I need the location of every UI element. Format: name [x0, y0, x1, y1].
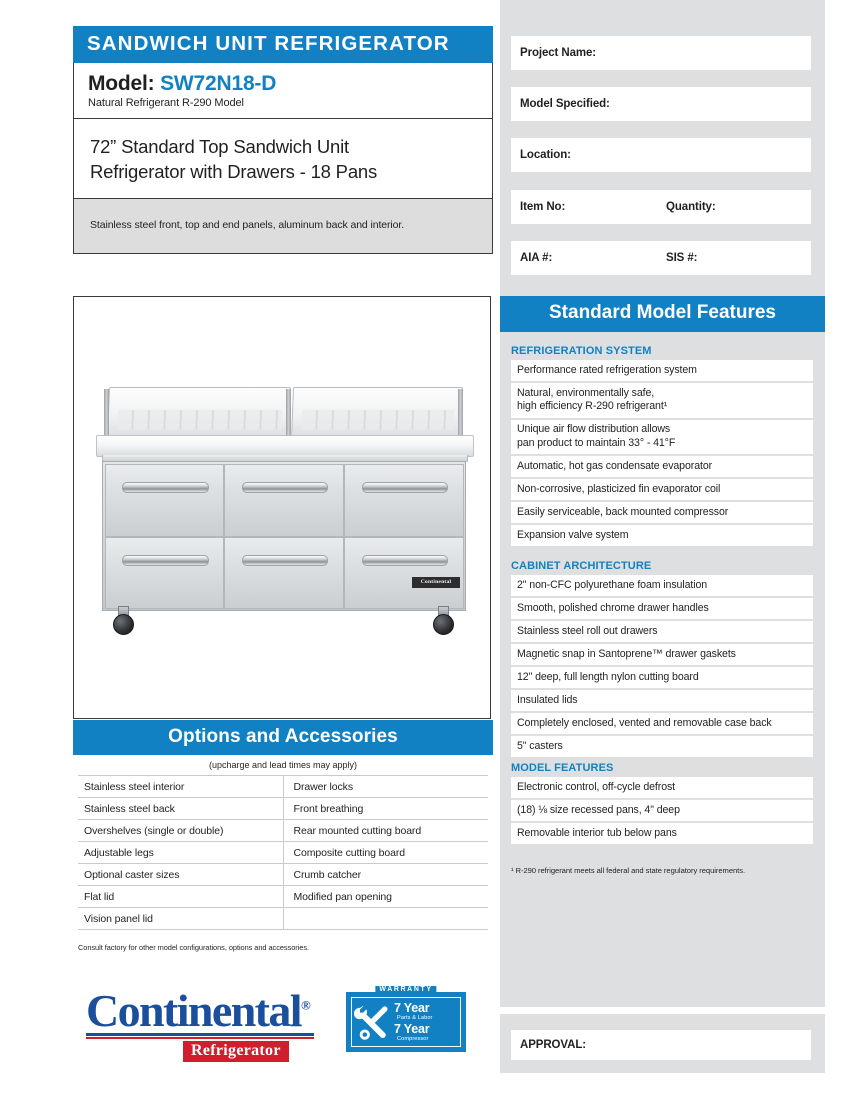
lid-hinge-center [286, 389, 291, 439]
caster-right [433, 614, 454, 635]
model-number: SW72N18-D [160, 71, 277, 95]
warranty-line1-sub: Parts & Labor [397, 1014, 433, 1021]
spec-field-label-secondary: Quantity: [666, 201, 716, 213]
options-section-title: Options and Accessories [73, 720, 493, 755]
description-line-2: Refrigerator with Drawers - 18 Pans [90, 160, 378, 182]
model-label: Model: [88, 71, 155, 95]
drawer-handle [122, 482, 208, 493]
option-item-right: Composite cutting board [283, 842, 488, 864]
product-image-frame [73, 296, 491, 719]
logo-subbrand: Refrigerator [183, 1041, 289, 1062]
drawer [344, 537, 464, 609]
warranty-title: WARRANTY [375, 986, 436, 993]
feature-group [511, 345, 813, 548]
construction-note: Stainless steel front, top and end panels, aluminum back and interior. [90, 219, 405, 232]
option-item-right: Crumb catcher [283, 864, 488, 886]
feature-item: Magnetic snap in Santoprene™ drawer gaskets [511, 644, 813, 665]
lid-pan-row-left [117, 410, 282, 430]
feature-item: Performance rated refrigeration system [511, 360, 813, 381]
option-item-left: Flat lid [78, 886, 283, 908]
approval-label: APPROVAL: [520, 1039, 586, 1051]
options-table [78, 775, 488, 930]
registered-trademark-icon: ® [300, 997, 311, 1013]
feature-item: Non-corrosive, plasticized fin evaporator coil [511, 479, 813, 500]
drawer [224, 537, 344, 609]
spec-field-label-secondary: SIS #: [666, 252, 698, 264]
drawer-handle [362, 555, 449, 566]
logo-text: Continental [86, 985, 301, 1036]
option-item-right: Modified pan opening [283, 886, 488, 908]
feature-item: (18) ⅛ size recessed pans, 4" deep [511, 800, 813, 821]
options-row [78, 820, 488, 842]
feature-item: Automatic, hot gas condensate evaporator [511, 456, 813, 477]
feature-item: Insulated lids [511, 690, 813, 711]
page-title: SANDWICH UNIT REFRIGERATOR [73, 26, 493, 63]
spec-field-4[interactable] [511, 190, 811, 224]
spec-field-2[interactable] [511, 87, 811, 121]
spec-field-label: Project Name: [520, 47, 597, 59]
consult-note: Consult factory for other model configurations, options and accessories. [78, 943, 309, 952]
lid-left [107, 387, 291, 441]
spec-field-label: AIA #: [520, 252, 553, 264]
features-section-title: Standard Model Features [500, 296, 825, 332]
options-note: (upcharge and lead times may apply) [208, 760, 358, 770]
spec-field-label: Model Specified: [520, 98, 610, 110]
lid-hinge-right [458, 389, 463, 439]
lid-right [291, 387, 463, 441]
model-subtitle: Natural Refrigerant R-290 Model [88, 97, 244, 110]
spec-field-label: Location: [520, 149, 571, 161]
drawer [344, 464, 464, 537]
continental-nameplate: Continental [412, 577, 460, 588]
spec-field-5[interactable] [511, 241, 811, 275]
drawer [105, 537, 224, 609]
feature-group-heading: MODEL FEATURES [511, 762, 614, 774]
option-item-right: Drawer locks [283, 776, 488, 798]
option-item-left: Stainless steel back [78, 798, 283, 820]
warranty-text [394, 1002, 433, 1044]
feature-item: Unique air flow distribution allows pan product to maintain 33° - 41°F [511, 420, 813, 455]
feature-item: Smooth, polished chrome drawer handles [511, 598, 813, 619]
option-item-right: Front breathing [283, 798, 488, 820]
logo-wordmark [86, 985, 314, 1036]
options-row [78, 908, 488, 930]
construction-note-box [73, 199, 493, 254]
drawer-handle [122, 555, 208, 566]
warranty-line1-years: 7 Year [394, 1001, 430, 1015]
option-item-right [283, 908, 488, 930]
feature-item: Expansion valve system [511, 525, 813, 546]
options-row [78, 798, 488, 820]
left-column [73, 26, 493, 254]
drawer-handle [242, 555, 329, 566]
spec-field-label: Item No: [520, 201, 566, 213]
caster-left [113, 614, 134, 635]
feature-item: Electronic control, off-cycle defrost [511, 777, 813, 798]
option-item-left: Vision panel lid [78, 908, 283, 930]
approval-field[interactable] [511, 1030, 811, 1060]
feature-item: Stainless steel roll out drawers [511, 621, 813, 642]
spec-field-3[interactable] [511, 138, 811, 172]
warranty-badge [346, 986, 466, 1052]
options-row [78, 842, 488, 864]
wrench-screwdriver-icon [353, 1005, 391, 1041]
spec-field-1[interactable] [511, 36, 811, 70]
option-item-left: Overshelves (single or double) [78, 820, 283, 842]
cutting-board-counter [96, 435, 474, 457]
model-line [88, 73, 478, 96]
feature-item: 2" non-CFC polyurethane foam insulation [511, 575, 813, 596]
feature-item: 5" casters [511, 736, 813, 757]
feature-group [511, 762, 813, 846]
drawer [224, 464, 344, 537]
option-item-left: Adjustable legs [78, 842, 283, 864]
feature-item: 12" deep, full length nylon cutting board [511, 667, 813, 688]
continental-logo [86, 985, 314, 1062]
warranty-line2-years: 7 Year [394, 1021, 430, 1036]
feature-item: Natural, environmentally safe, high efficiency R-290 refrigerant¹ [511, 383, 813, 418]
option-item-right: Rear mounted cutting board [283, 820, 488, 842]
model-box [73, 63, 493, 120]
feature-item: Completely enclosed, vented and removable case back [511, 713, 813, 734]
options-row [78, 776, 488, 798]
options-row [78, 886, 488, 908]
warranty-line2-sub: Compressor [397, 1035, 429, 1042]
feature-item: Easily serviceable, back mounted compressor [511, 502, 813, 523]
description-box [73, 119, 493, 199]
description-line-1: 72” Standard Top Sandwich Unit [90, 136, 349, 158]
features-footnote: ¹ R-290 refrigerant meets all federal and state regulatory requirements. [511, 866, 746, 875]
option-item-left: Stainless steel interior [78, 776, 283, 798]
lid-hinge-left [104, 389, 109, 439]
lid-pan-row-right [301, 410, 454, 430]
feature-item: Removable interior tub below pans [511, 823, 813, 844]
options-row [78, 864, 488, 886]
feature-group [511, 560, 813, 759]
cabinet-body [102, 461, 466, 611]
logo-rule-red [86, 1037, 314, 1039]
drawer-handle [362, 482, 449, 493]
drawer [105, 464, 224, 537]
product-illustration [96, 387, 472, 637]
option-item-left: Optional caster sizes [78, 864, 283, 886]
feature-group-heading: REFRIGERATION SYSTEM [511, 345, 652, 357]
feature-group-heading: CABINET ARCHITECTURE [511, 560, 652, 572]
options-table-body [78, 776, 488, 930]
drawer-handle [242, 482, 329, 493]
